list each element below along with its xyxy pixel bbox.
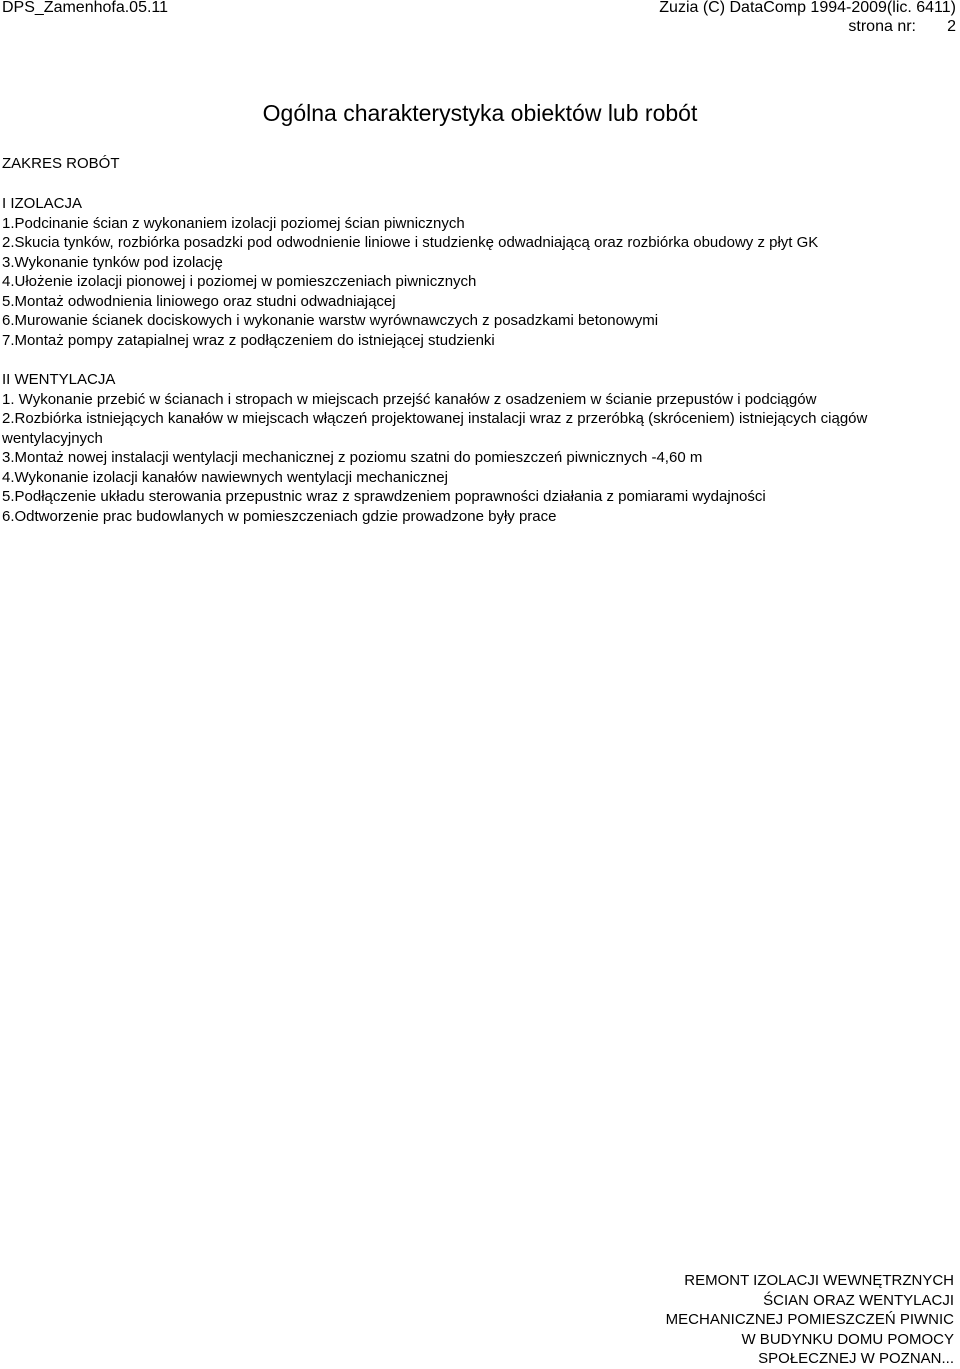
list-item: 3.Montaż nowej instalacji wentylacji mechanicznej z poziomu szatni do pomieszczeń piwnicznych -4,60 m xyxy=(2,449,703,466)
list-item: 4.Wykonanie izolacji kanałów nawiewnych wentylacji mechanicznej xyxy=(2,468,448,486)
page-number-label: strona nr: xyxy=(848,18,916,35)
page-number-row xyxy=(848,17,956,37)
list-item: 5.Montaż odwodnienia liniowego oraz studni odwadniającej xyxy=(2,292,396,310)
project-name-footer xyxy=(666,1271,954,1369)
software-credit: Zuzia (C) DataComp 1994-2009(lic. 6411) xyxy=(659,0,956,16)
document-code: DPS_Zamenhofa.05.11 xyxy=(2,0,169,16)
list-item: 6.Murowanie ścianek dociskowych i wykonanie warstw wyrównawczych z posadzkami betonowymi xyxy=(2,312,659,329)
list-item: 3.Wykonanie tynków pod izolację xyxy=(2,253,223,271)
footer-line: SPOŁECZNEJ W POZNAN... xyxy=(758,1350,954,1367)
page-number: 2 xyxy=(947,18,956,35)
footer-line: W BUDYNKU DOMU POMOCY xyxy=(741,1330,954,1348)
list-item: 2.Rozbiórka istniejących kanałów w miejscach włączeń projektowanej instalacji wraz z przeróbką (skróceniem) istniejących ciągów wentylacyjnych xyxy=(2,410,868,447)
list-item: 5.Podłączenie układu sterowania przepustnic wraz z sprawdzeniem poprawności działania z pomiarami wydajności xyxy=(2,488,766,505)
footer-line: MECHANICZNEJ POMIESZCZEŃ PIWNIC xyxy=(665,1311,954,1328)
footer-line: ŚCIAN ORAZ WENTYLACJI xyxy=(763,1291,954,1309)
section-heading: I IZOLACJA xyxy=(2,195,83,212)
section-izolacja xyxy=(2,194,958,350)
list-item: 2.Skucia tynków, rozbiórka posadzki pod odwodnienie liniowe i studzienkę odwadniającą oraz rozbiórka obudowy z płyt GK xyxy=(2,234,819,251)
list-item: 6.Odtworzenie prac budowlanych w pomieszczeniach gdzie prowadzone były prace xyxy=(2,507,557,525)
list-item: 7.Montaż pompy zatapialnej wraz z podłączeniem do istniejącej studzienki xyxy=(2,331,495,349)
list-item: 4.Ułożenie izolacji pionowej i poziomej w pomieszczeniach piwnicznych xyxy=(2,273,477,290)
list-item: 1. Wykonanie przebić w ścianach i stropach w miejscach przejść kanałów z osadzeniem w ścianie przepustów i podciągów xyxy=(2,390,817,408)
page-title xyxy=(0,99,960,127)
section-heading: II WENTYLACJA xyxy=(2,371,116,388)
scope-heading: ZAKRES ROBÓT xyxy=(2,155,120,172)
section-wentylacja xyxy=(2,370,958,526)
page-title-text: Ogólna charakterystyka obiektów lub robót xyxy=(262,100,698,126)
footer-line: REMONT IZOLACJI WEWNĘTRZNYCH xyxy=(684,1272,954,1289)
list-item: 1.Podcinanie ścian z wykonaniem izolacji poziomej ścian piwnicznych xyxy=(2,214,465,232)
